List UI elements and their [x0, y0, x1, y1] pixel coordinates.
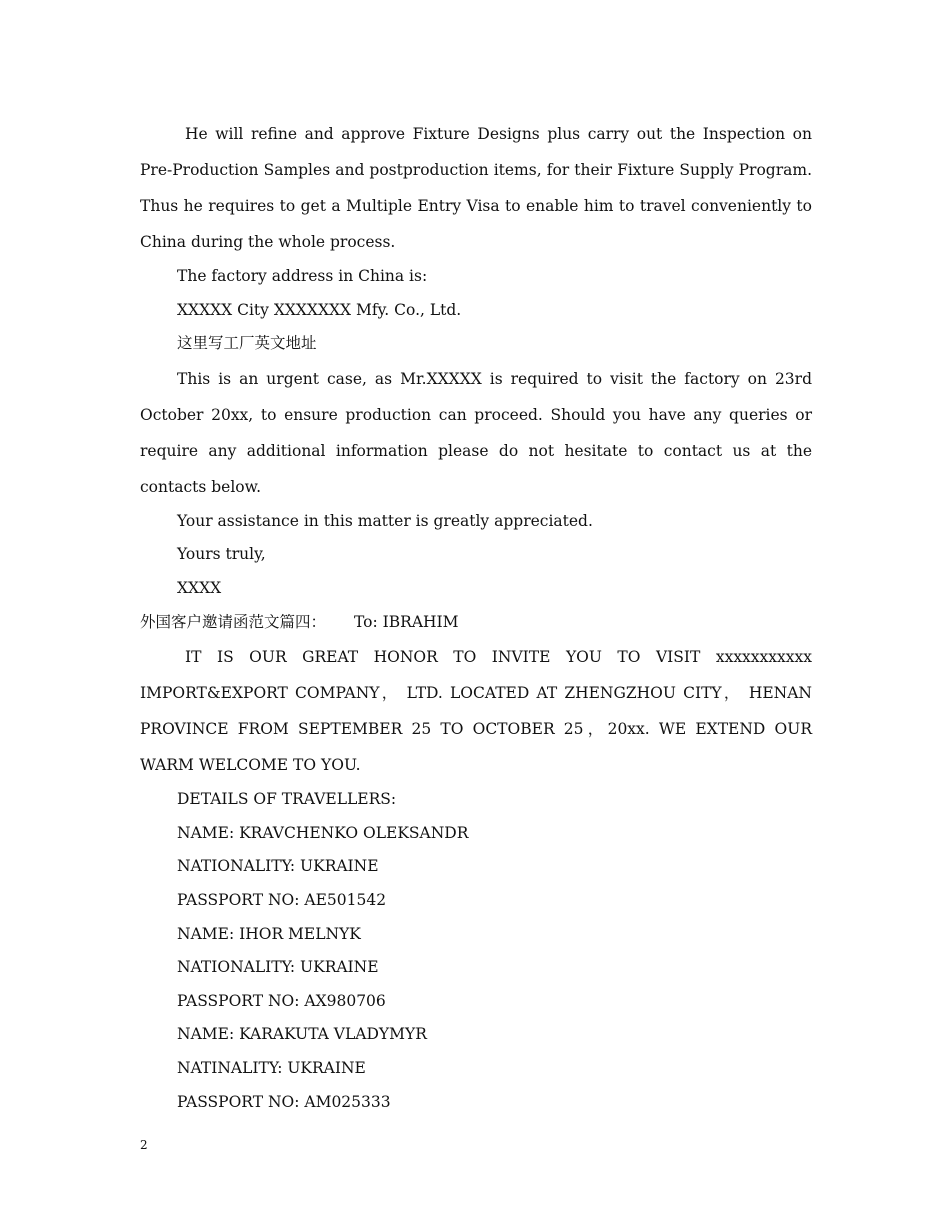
paragraph-urgent-case: This is an urgent case, as Mr.XXXXX is required to visit the factory on 23rd October 20xx, to ensure production can proceed. Should you have any queries or require any additional information please do not hesitate to contact us at the contacts below.: [140, 369, 812, 496]
traveller-line: PASSPORT NO: AM025333: [177, 1092, 391, 1111]
traveller-line: NATINALITY: UKRAINE: [177, 1058, 366, 1077]
traveller-line: NAME: KRAVCHENKO OLEKSANDR: [177, 823, 469, 842]
traveller-line: NAME: KARAKUTA VLADYMYR: [177, 1025, 427, 1044]
traveller-line: PASSPORT NO: AX980706: [177, 991, 386, 1010]
factory-address-note: 这里写工厂英文地址: [177, 334, 317, 353]
recipient: To: IBRAHIM: [354, 612, 459, 631]
closing-line: Yours truly,: [177, 545, 266, 564]
travellers-heading: DETAILS OF TRAVELLERS:: [177, 790, 397, 809]
section-heading: [140, 606, 812, 640]
traveller-line: NATIONALITY: UKRAINE: [177, 857, 379, 876]
appreciation-line: Your assistance in this matter is greatly appreciated.: [177, 511, 593, 530]
page-number: 2: [140, 1138, 148, 1152]
section-title: 外国客户邀请函范文篇四：: [140, 612, 327, 631]
traveller-line: PASSPORT NO: AE501542: [177, 890, 387, 909]
signature: XXXX: [177, 578, 222, 597]
invitation-paragraph: IT IS OUR GREAT HONOR TO INVITE YOU TO VISIT xxxxxxxxxxx IMPORT&EXPORT COMPANY， LTD. LOCATED AT ZHENGZHOU CITY， HENAN PROVINCE FROM SEPTEMBER 25 TO OCTOBER 25，20xx. WE EXTEND OUR WARM WELCOME TO YOU.: [140, 648, 812, 775]
traveller-line: NAME: IHOR MELNYK: [177, 924, 361, 943]
factory-name: XXXXX City XXXXXXX Mfy. Co., Ltd.: [177, 300, 462, 319]
document-body: [140, 116, 812, 1119]
paragraph-fixture-designs: He will refine and approve Fixture Designs plus carry out the Inspection on Pre-Production Samples and postproduction items, for their Fixture Supply Program. Thus he requires to get a Multiple Entry Visa to enable him to travel conveniently to China during the whole process.: [140, 125, 812, 251]
traveller-line: NATIONALITY: UKRAINE: [177, 958, 379, 977]
factory-intro: The factory address in China is:: [177, 267, 428, 285]
